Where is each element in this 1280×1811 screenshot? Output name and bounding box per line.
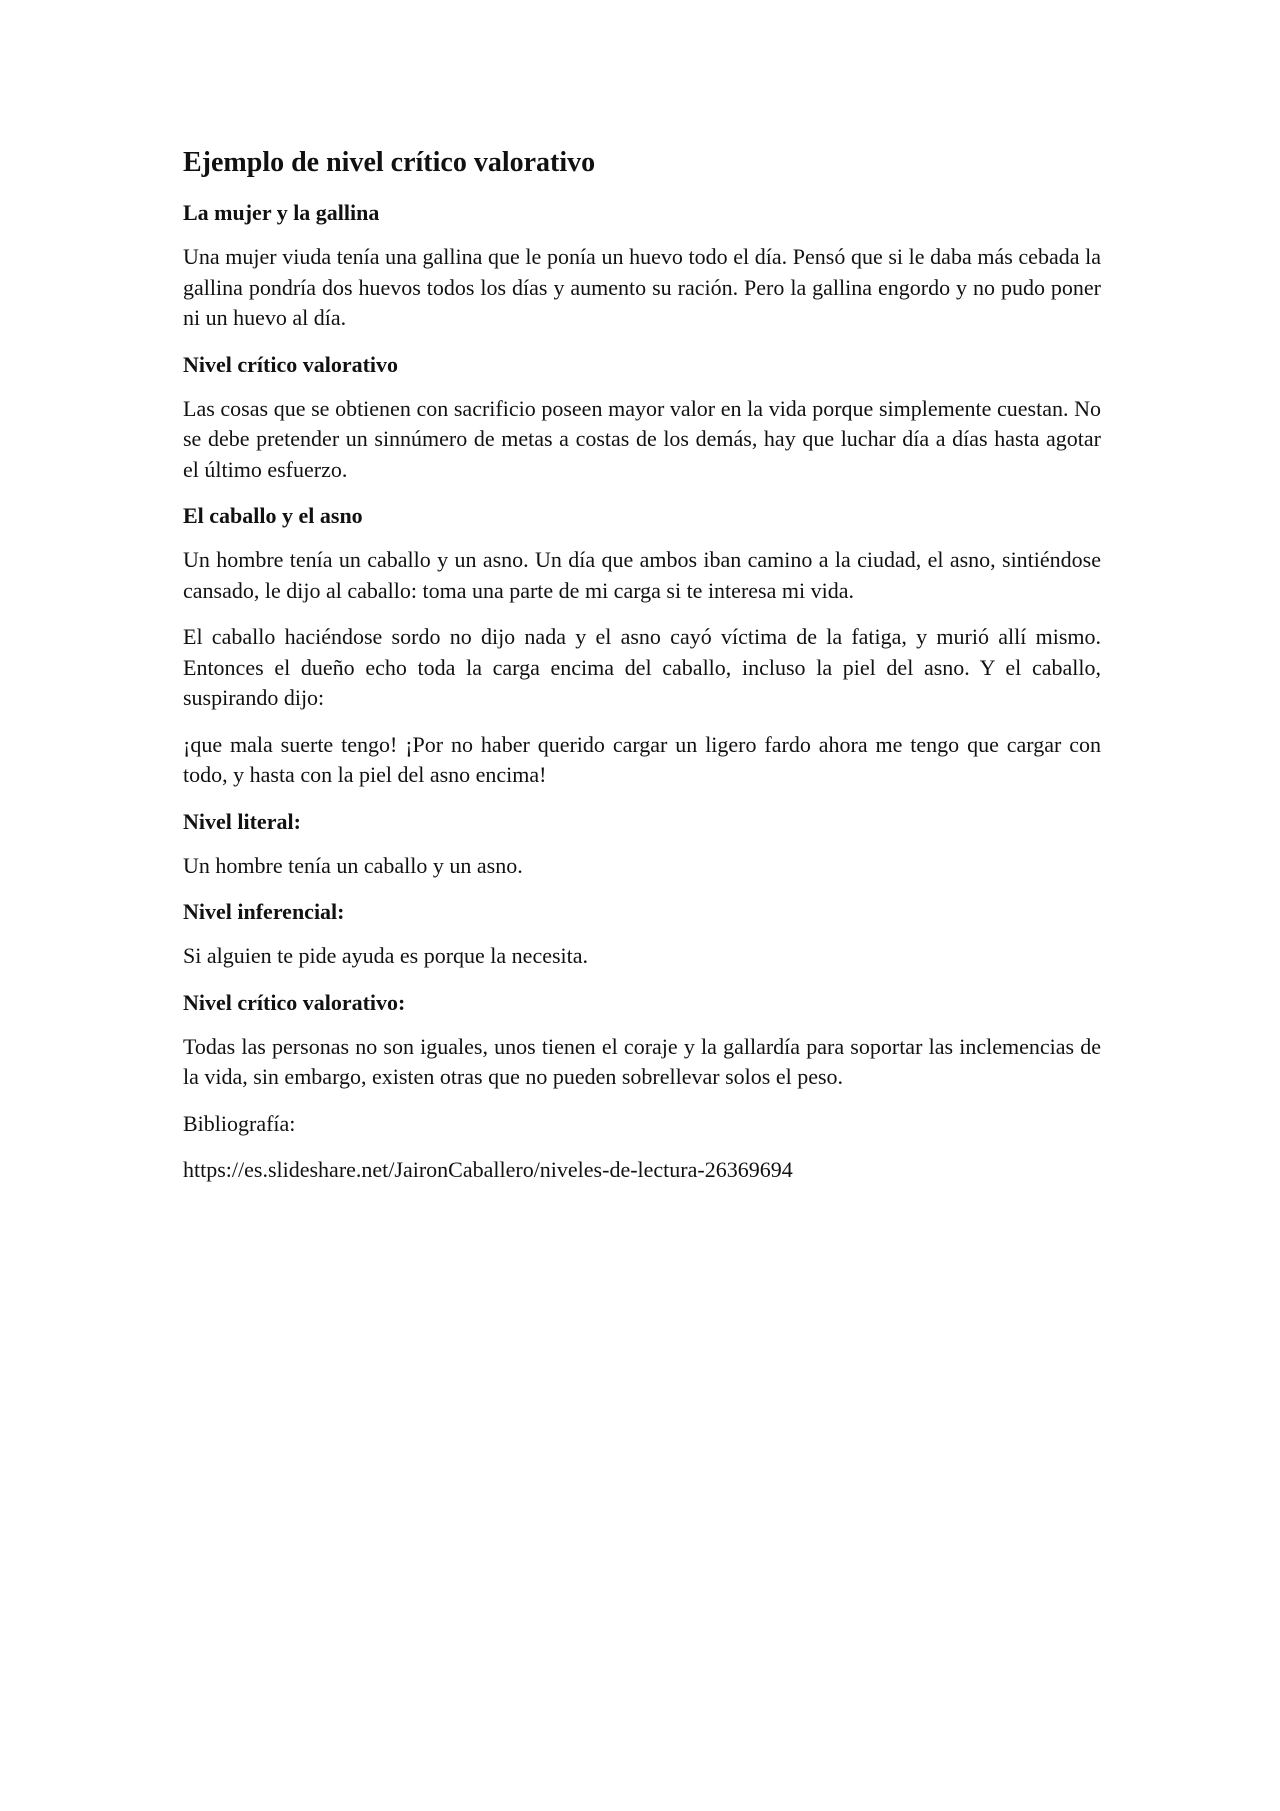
document-title: Ejemplo de nivel crítico valorativo bbox=[183, 147, 596, 178]
inferential-text: Si alguien te pide ayuda es porque la necesita. bbox=[183, 943, 589, 968]
story2-paragraph-3: ¡que mala suerte tengo! ¡Por no haber querido cargar un ligero fardo ahora me tengo que cargar con todo, y hasta con la piel del asno encima! bbox=[183, 731, 1101, 787]
story2-paragraph-2: El caballo haciéndose sordo no dijo nada y el asno cayó víctima de la fatiga, y murió allí mismo. Entonces el dueño echo toda la carga encima del caballo, incluso la piel del asno. Y el caballo, suspirando dijo: bbox=[183, 624, 1101, 710]
bibliography-link[interactable]: https://es.slideshare.net/JaironCaballero/niveles-de-lectura-26369694 bbox=[183, 1157, 793, 1182]
story2-heading: El caballo y el asno bbox=[183, 503, 363, 528]
inferential-heading: Nivel inferencial: bbox=[183, 899, 345, 924]
story1-heading: La mujer y la gallina bbox=[183, 200, 380, 225]
document-body bbox=[183, 146, 1101, 1185]
critical2-heading: Nivel crítico valorativo: bbox=[183, 989, 406, 1015]
literal-text: Un hombre tenía un caballo y un asno. bbox=[183, 852, 523, 878]
critical1-text: Las cosas que se obtienen con sacrificio poseen mayor valor en la vida porque simplemente cuestan. No se debe pretender un sinnúmero de metas a costas de los demás, hay que luchar día a días hasta agotar el último esfuerzo. bbox=[183, 395, 1101, 482]
story1-text: Una mujer viuda tenía una gallina que le ponía un huevo todo el día. Pensó que si le daba más cebada la gallina pondría dos huevos todos los días y aumento su ración. Pero la gallina engordo y no pudo poner ni un huevo al día. bbox=[183, 244, 1101, 330]
literal-heading: Nivel literal: bbox=[183, 808, 301, 834]
bibliography-label: Bibliografía: bbox=[183, 1110, 296, 1136]
critical1-heading: Nivel crítico valorativo bbox=[183, 351, 399, 377]
critical2-text: Todas las personas no son iguales, unos tienen el coraje y la gallardía para soportar las inclemencias de la vida, sin embargo, existen otras que no pueden sobrellevar solos el peso. bbox=[183, 1033, 1101, 1089]
story2-paragraph-1: Un hombre tenía un caballo y un asno. Un día que ambos iban camino a la ciudad, el asno, sintiéndose cansado, le dijo al caballo: toma una parte de mi carga si te interesa mi vida. bbox=[183, 547, 1101, 603]
